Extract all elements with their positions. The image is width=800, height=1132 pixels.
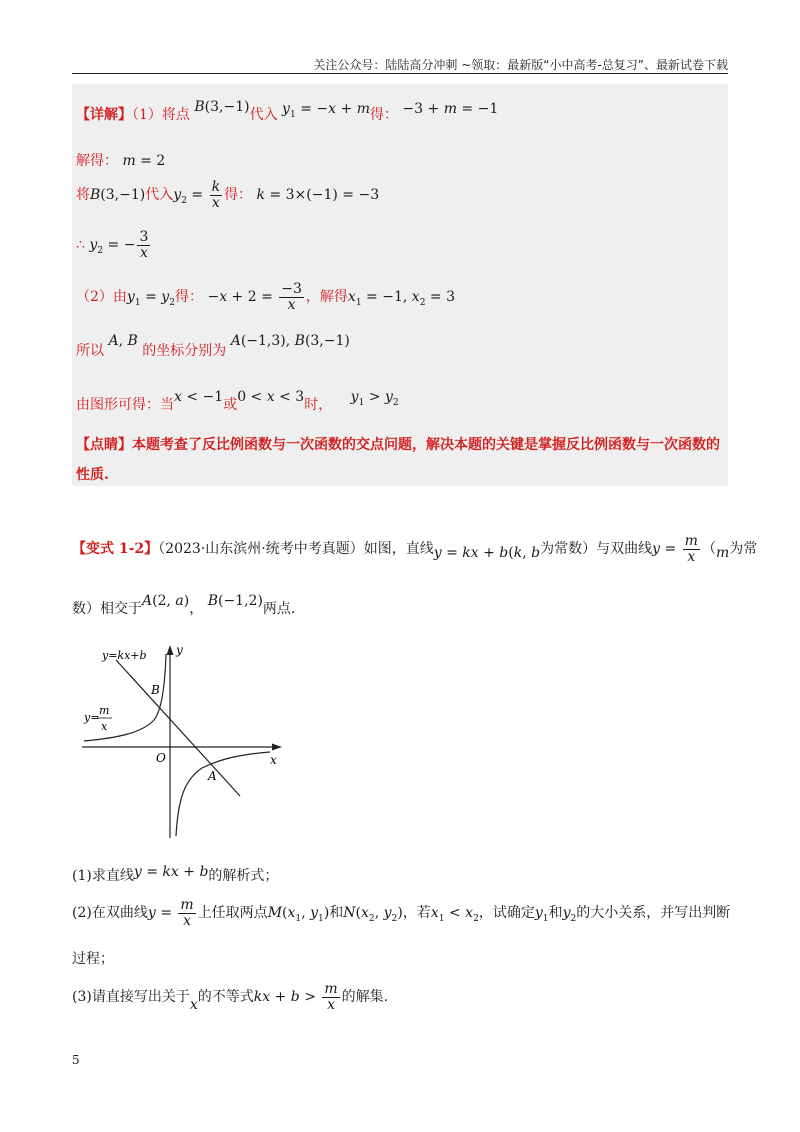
solution-line-1: 【详解】（1）将点 B(3,−1)代入 $y_1 = -x + m$得： −3 + m = −1 xyxy=(76,99,499,123)
y-axis-arrow xyxy=(167,645,174,655)
x-axis-arrow xyxy=(272,744,282,751)
curve-label-den: x xyxy=(101,720,108,733)
question-1: (1)求直线y = kx + b的解析式； xyxy=(72,864,279,884)
page-number: 5 xyxy=(72,1053,80,1067)
question-2: (2)在双曲线y = $\frac{m}{x}$ 上任取两点$M(x_1$, $y_1$)和$N(x_2$, $y_2$)，若$x_1 < x_2$，试确定$y_1$和$y_2$的大小关系，并写出判断 xyxy=(72,897,731,929)
question-3: (3)请直接写出关于x的不等式kx + b > $\frac{m}{x}$ 的解集. xyxy=(72,981,389,1014)
math-eq-1: −3 + m = −1 xyxy=(402,101,499,117)
solution-line-2: 解得： m = 2 xyxy=(76,153,166,169)
note-tag: 【点睛】 xyxy=(76,437,132,453)
math-line-eq: y = kx + b(k, b xyxy=(433,545,541,562)
math-k-value: k = 3×(−1) = −3 xyxy=(256,187,380,204)
solution-line-4: ∴ $y_2$ = − $\frac{3}{x}$ xyxy=(76,230,152,260)
solution-line-7: 由图形可得：当x < −1或0 < x < 3时， $y_1 > y_2$ xyxy=(76,389,399,413)
problem-line-2: 数）相交于A(2, a)， B(−1,2)两点. xyxy=(72,593,296,617)
function-graph xyxy=(72,640,292,845)
page-header: 关注公众号：陆陆高分冲刺 ~领取：最新版“小中高考-总复习”、最新试卷下载 xyxy=(313,58,728,72)
math-coords: A(−1,3), B(3,−1) xyxy=(230,333,350,349)
solution-line-6: 所以 A, B 的坐标分别为 A(−1,3), B(3,−1) xyxy=(76,333,350,359)
variant-tag: 【变式 1-2】 xyxy=(72,541,159,558)
curve-label-prefix: y= xyxy=(84,711,100,724)
solution-line-3: 将B(3,−1)代入$y_2$ = $\frac{k}{x}$ 得： k = 3×(−1) = −3 xyxy=(76,179,380,211)
math-roots: $x_1 = -1$, $x_2 = 3$ xyxy=(347,289,456,308)
x-axis-label: x xyxy=(270,753,277,767)
point-a-label: A xyxy=(208,769,217,783)
origin-label: O xyxy=(156,751,166,765)
hyperbola-branch-right xyxy=(176,752,270,836)
point-b-label: B xyxy=(151,683,160,697)
y-axis-label: y xyxy=(176,643,183,657)
math-point-b2: B(−1,2) xyxy=(207,593,263,609)
solution-line-5: （2）由$y_1 = y_2$得： −x + 2 = $\frac{-3}{x}$ ，解得$x_1 = -1$, $x_2 = 3$ xyxy=(76,281,456,313)
math-m-value: m = 2 xyxy=(122,153,166,169)
math-eq-2: −x + 2 = $\frac{-3}{x}$ xyxy=(207,281,302,313)
math-y2: $y_2$ = $\frac{k}{x}$ xyxy=(173,179,221,211)
math-hyperbola: y = $\frac{m}{x}$ xyxy=(652,533,698,565)
math-point-a: A(2, a) xyxy=(142,593,190,609)
problem-line-1: 【变式 1-2】（2023·山东滨州·统考中考真题）如图，直线y = kx + b(k, b为常数）与双曲线y = $\frac{m}{x}$ （m为常 xyxy=(72,533,758,565)
solution-box xyxy=(72,84,728,486)
header-rule xyxy=(72,73,728,74)
math-y2-result: $y_2$ = − $\frac{3}{x}$ xyxy=(89,229,149,261)
math-y1: $y_1 = -x + m$ xyxy=(282,101,370,120)
math-y1-gt-y2: $y_1 > y_2$ xyxy=(350,389,399,408)
note-line-1: 【点睛】本题考查了反比例函数与一次函数的交点问题，解决本题的关键是掌握反比例函数与一次函数的 xyxy=(76,437,720,453)
line-kx-b xyxy=(116,660,240,796)
question-2-cont: 过程； xyxy=(72,951,114,967)
line-label: y=kx+b xyxy=(102,649,147,662)
note-line-2: 性质. xyxy=(76,467,109,483)
hyperbola-branch-left xyxy=(84,654,166,741)
curve-label-num: m xyxy=(99,704,110,717)
detail-tag: 【详解】 xyxy=(76,107,132,123)
math-point-b: B(3,−1) xyxy=(194,99,250,115)
